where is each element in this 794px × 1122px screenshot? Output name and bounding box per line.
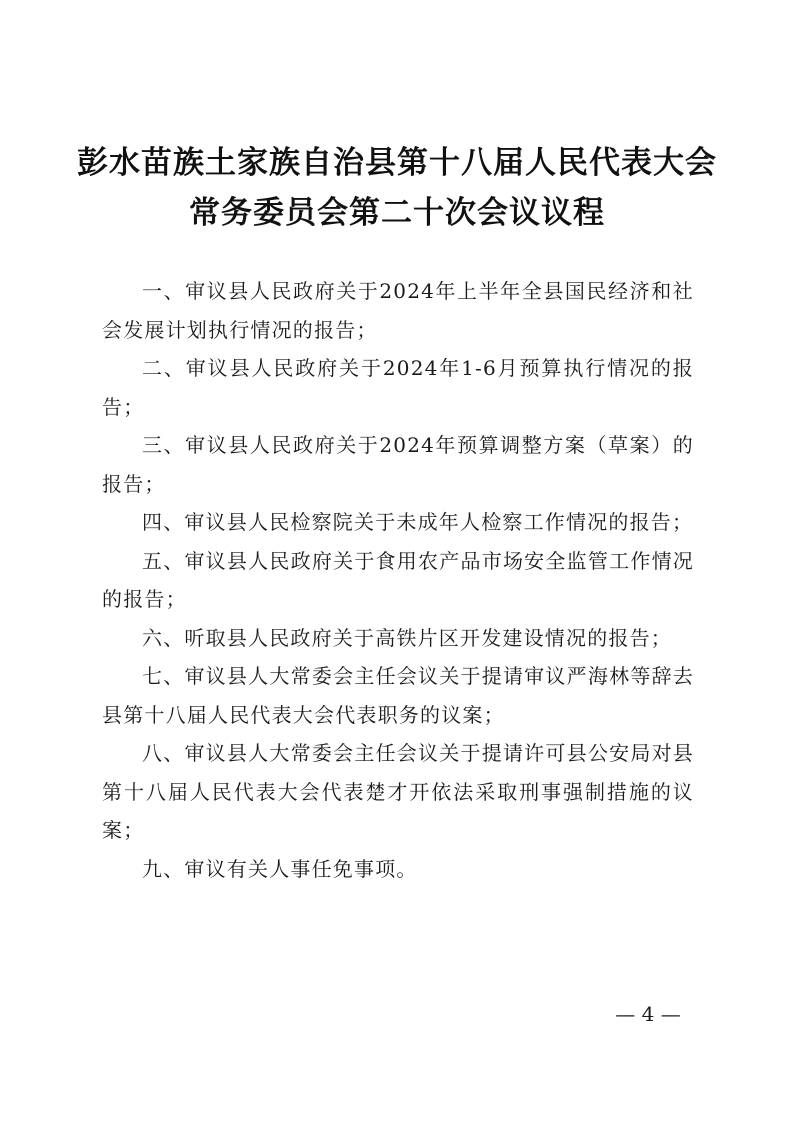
agenda-list (102, 272, 694, 888)
agenda-item-5: 五、审议县人民政府关于食用农产品市场安全监管工作情况的报告； (102, 548, 694, 611)
title-line-2: 常务委员会第二十次会议议程 (189, 195, 605, 231)
agenda-item-9: 九、审议有关人事任免事项。 (142, 856, 418, 881)
agenda-item-2: 二、审议县人民政府关于2024年1-6月预算执行情况的报告； (102, 356, 694, 419)
agenda-item-3: 三、审议县人民政府关于2024年预算调整方案（草案）的报告； (102, 433, 694, 496)
title-line-1: 彭水苗族土家族自治县第十八届人民代表大会 (77, 145, 717, 181)
agenda-item-1: 一、审议县人民政府关于2024年上半年全县国民经济和社会发展计划执行情况的报告； (102, 279, 694, 342)
agenda-item-7: 七、审议县人大常委会主任会议关于提请审议严海林等辞去县第十八届人民代表大会代表职务的议案； (102, 664, 694, 727)
agenda-item-8: 八、审议县人大常委会主任会议关于提请许可县公安局对县第十八届人民代表大会代表楚才开依法采取刑事强制措施的议案； (102, 741, 694, 842)
agenda-item-6: 六、听取县人民政府关于高铁片区开发建设情况的报告； (142, 625, 672, 650)
page-number: — 4 — (615, 1002, 681, 1026)
agenda-item-4: 四、审议县人民检察院关于未成年人检察工作情况的报告； (142, 510, 694, 534)
document-title (0, 138, 794, 238)
